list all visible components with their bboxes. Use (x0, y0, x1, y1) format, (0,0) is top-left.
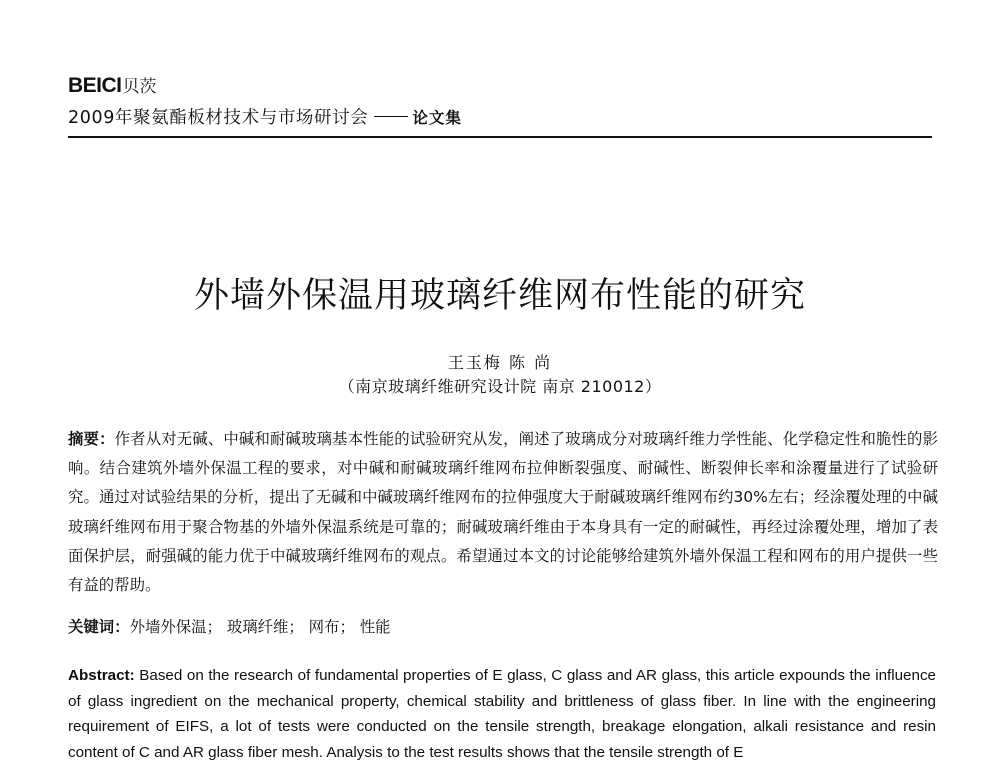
brand-logo (68, 72, 932, 98)
header-divider (68, 136, 932, 138)
keywords (68, 613, 938, 642)
abstract-en-separator: : (129, 667, 135, 684)
abstract-en-label: Abstract (68, 667, 130, 684)
keywords-text: 外墙外保温； 玻璃纤维； 网布； 性能 (129, 618, 391, 636)
dash-separator (374, 116, 408, 117)
keywords-label: 关键词： (68, 618, 130, 636)
running-header (68, 72, 932, 128)
conference-line (68, 104, 932, 128)
abstract-cn-label: 摘要： (68, 430, 115, 448)
abstract-en-text: Based on the research of fundamental properties of E glass, C glass and AR glass, this article expounds the influence of glass ingredient on the mechanical property, chemical stability and brittleness of glass fiber. In line with the engineering requirement of EIFS, a lot of tests were conducted on the tensile strength, breakage elongation, alkali resistance and resin content of C and AR glass fiber mesh. Analysis to the test results shows that the tensile strength of E (68, 667, 936, 761)
brand-name-en: BEICI (68, 74, 122, 97)
paper-authors: 王玉梅 陈 尚 (447, 353, 553, 372)
abstract-cn (68, 425, 938, 600)
brand-name-cn: 贝茨 (122, 77, 157, 97)
author-affiliation: （南京玻璃纤维研究设计院 南京 210012） (338, 377, 662, 396)
paper-title: 外墙外保温用玻璃纤维网布性能的研究 (193, 276, 806, 316)
proceedings-label: 论文集 (412, 109, 462, 127)
abstract-en (68, 663, 936, 765)
abstract-cn-text: 作者从对无碱、中碱和耐碱玻璃基本性能的试验研究从发，阐述了玻璃成分对玻璃纤维力学性能、化学稳定性和脆性的影响。结合建筑外墙外保温工程的要求，对中碱和耐碱玻璃纤维网布拉伸断裂强度、耐碱性、断裂伸长率和涂覆量进行了试验研究。通过对试验结果的分析，提出了无碱和中碱玻璃纤维网布的拉伸强度大于耐碱玻璃纤维网布约30%左右；经涂覆处理的中碱玻璃纤维网布用于聚合物基的外墙外保温系统是可靠的；耐碱玻璃纤维由于本身具有一定的耐碱性，再经过涂覆处理，增加了表面保护层，耐强碱的能力优于中碱玻璃纤维网布的观点。希望通过本文的讨论能够给建筑外墙外保温工程和网布的用户提供一些有益的帮助。 (68, 430, 938, 595)
conference-title: 2009年聚氨酯板材技术与市场研讨会 (68, 108, 369, 128)
